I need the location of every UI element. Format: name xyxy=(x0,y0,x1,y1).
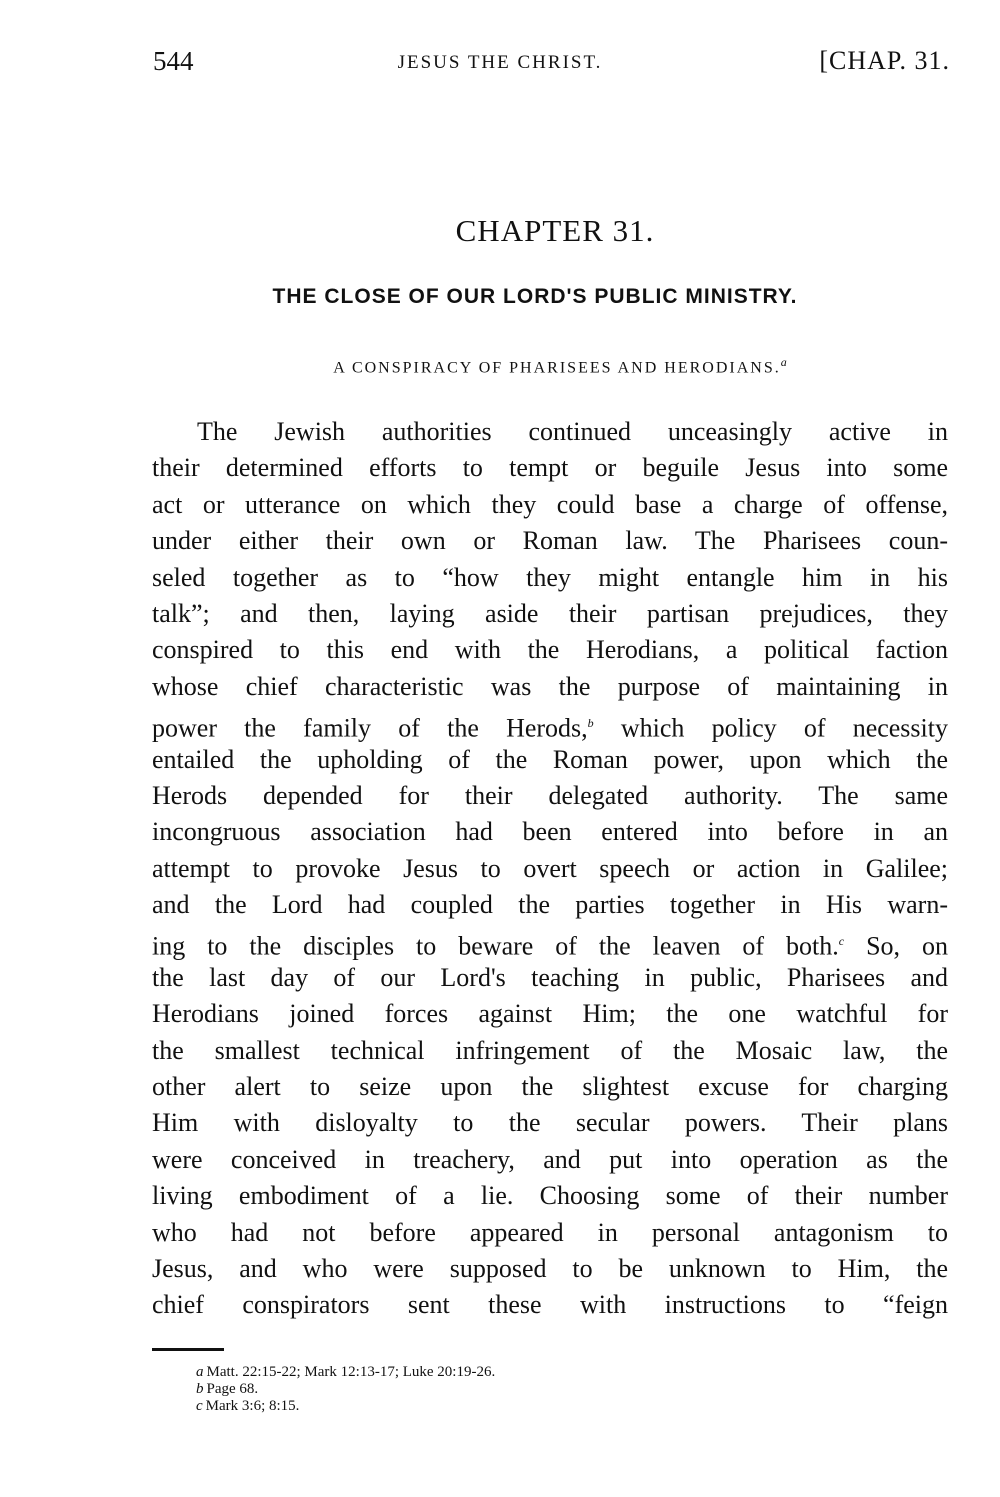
footnote-mark: a xyxy=(196,1364,204,1380)
text-line: Jesus, and who were supposed to be unknown to Him, the xyxy=(152,1253,948,1283)
text-segment: which policy of necessity xyxy=(593,713,948,743)
text-line: attempt to provoke Jesus to overt speech or action in Galilee; xyxy=(152,853,948,883)
chapter-title: THE CLOSE OF OUR LORD'S PUBLIC MINISTRY. xyxy=(272,285,798,308)
text-line: and the Lord had coupled the parties together in His warn- xyxy=(152,890,948,920)
text-line: Herodians joined forces against Him; the one watchful for xyxy=(152,999,948,1029)
running-head xyxy=(0,46,1000,86)
text-line xyxy=(152,705,948,741)
text-line: under either their own or Roman law. The Pharisees coun- xyxy=(152,526,948,556)
running-title: JESUS THE CHRIST. xyxy=(397,52,603,73)
body-paragraph xyxy=(152,414,948,1324)
footnote-ref-a: a xyxy=(780,355,787,369)
footnotes xyxy=(196,1364,495,1415)
text-line: Him with disloyalty to the secular powers. Their plans xyxy=(152,1108,948,1138)
text-line: the last day of our Lord's teaching in public, Pharisees and xyxy=(152,962,948,992)
text-line: whose chief characteristic was the purpose of maintaining in xyxy=(152,671,948,701)
text-line: seled together as to “how they might entangle him in his xyxy=(152,562,948,592)
text-segment: So, on xyxy=(844,932,948,962)
text-line: talk”; and then, laying aside their partisan prejudices, they xyxy=(152,598,948,628)
section-heading xyxy=(0,355,1000,377)
text-line: entailed the upholding of the Roman power, upon which the xyxy=(152,744,948,774)
text-line: other alert to seize upon the slightest excuse for charging xyxy=(152,1072,948,1102)
footnote-text: Matt. 22:15-22; Mark 12:13-17; Luke 20:19-26. xyxy=(206,1364,496,1380)
footnote-ref-b: b xyxy=(587,716,594,731)
text-line: their determined efforts to tempt or beguile Jesus into some xyxy=(152,453,948,483)
footnote-text: Mark 3:6; 8:15. xyxy=(205,1398,300,1414)
text-line xyxy=(152,923,948,962)
footnote-rule xyxy=(152,1348,224,1351)
text-line: conspired to this end with the Herodians, a political faction xyxy=(152,635,948,665)
text-line: were conceived in treachery, and put into operation as the xyxy=(152,1144,948,1174)
text-line: incongruous association had been entered into before in an xyxy=(152,817,948,847)
text-line: the smallest technical infringement of the Mosaic law, the xyxy=(152,1035,948,1065)
text-line: act or utterance on which they could base a charge of offense, xyxy=(152,489,948,519)
text-line: chief conspirators sent these with instructions to “feign xyxy=(152,1290,948,1320)
footnote xyxy=(196,1364,495,1381)
footnote-ref-c: c xyxy=(838,934,845,949)
text-line: living embodiment of a lie. Choosing some of their number xyxy=(152,1181,948,1211)
footnote-text: Page 68. xyxy=(206,1381,259,1397)
footnote xyxy=(196,1398,495,1415)
footnote-mark: b xyxy=(196,1381,204,1397)
footnote xyxy=(196,1381,495,1398)
text-line: Herods depended for their delegated authority. The same xyxy=(152,780,948,810)
text-line: who had not before appeared in personal antagonism to xyxy=(152,1217,948,1247)
page-number: 544 xyxy=(153,46,194,76)
text-line: The Jewish authorities continued unceasingly active in xyxy=(197,417,948,446)
text-segment: power the family of the Herods, xyxy=(152,713,588,743)
chapter-reference: [CHAP. 31. xyxy=(819,46,950,75)
section-heading-text: A CONSPIRACY OF PHARISEES AND HERODIANS. xyxy=(333,359,781,377)
text-segment: ing to the disciples to beware of the leaven of both. xyxy=(152,932,839,962)
chapter-heading: CHAPTER 31. xyxy=(455,213,655,248)
footnote-mark: c xyxy=(196,1398,203,1414)
